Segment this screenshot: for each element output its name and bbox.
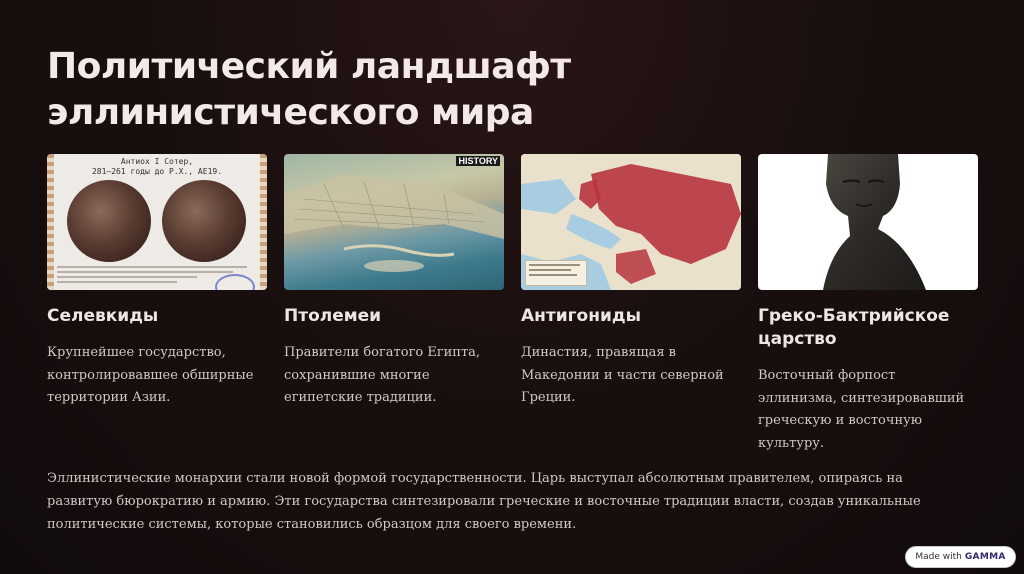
map-image: [521, 154, 741, 290]
card-grid: [47, 154, 977, 454]
history-logo: HISTORY: [458, 156, 498, 166]
card-title: Селевкиды: [47, 306, 159, 326]
card-greco-bactrian: [758, 154, 978, 455]
card-text: Правители богатого Египта, сохранившие многие египетские традиции.: [284, 345, 481, 405]
card-seleucids: [47, 154, 267, 410]
badge-prefix: Made with: [915, 552, 962, 562]
coin-caption: [47, 157, 267, 177]
bust-sculpture: [758, 154, 978, 290]
card-title: Птолемеи: [284, 306, 382, 326]
card-title: Греко-Бактрийское царство: [758, 306, 950, 349]
made-with-gamma-badge[interactable]: [905, 546, 1016, 568]
card-ptolemies: [284, 154, 504, 410]
card-text: Восточный форпост эллинизма, синтезировавший греческую и восточную культуру.: [758, 368, 965, 451]
coin-caption-line2: 281—261 годы до Р.Х., АЕ19.: [91, 167, 223, 176]
coin-caption-line1: Антиох I Сотер,: [120, 157, 194, 166]
coin-obverse: [67, 180, 151, 262]
map-legend: [525, 260, 587, 286]
card-antigonids: [521, 154, 741, 410]
alexandria-image: [284, 154, 504, 290]
card-text: Династия, правящая в Македонии и части северной Греции.: [521, 345, 724, 405]
coin-reverse: [162, 180, 246, 262]
bust-image: [758, 154, 978, 290]
summary-paragraph: Эллинистические монархии стали новой формой государственности. Царь выступал абсолютным правителем, опираясь на развитую бюрократию и армию. Эти государства синтезировали греческие и восточные традиции власти, создав уникальные политические системы, которые становились образцом для своего времени.: [47, 471, 921, 532]
coins-image: [47, 154, 267, 290]
gamma-logo: GAMMA: [964, 552, 1006, 562]
card-text: Крупнейшее государство, контролировавшее обширные территории Азии.: [47, 345, 254, 405]
city-illustration: [284, 154, 504, 290]
page-title: Политический ландшафт эллинистического мира: [47, 46, 571, 133]
card-title: Антигониды: [521, 306, 641, 326]
